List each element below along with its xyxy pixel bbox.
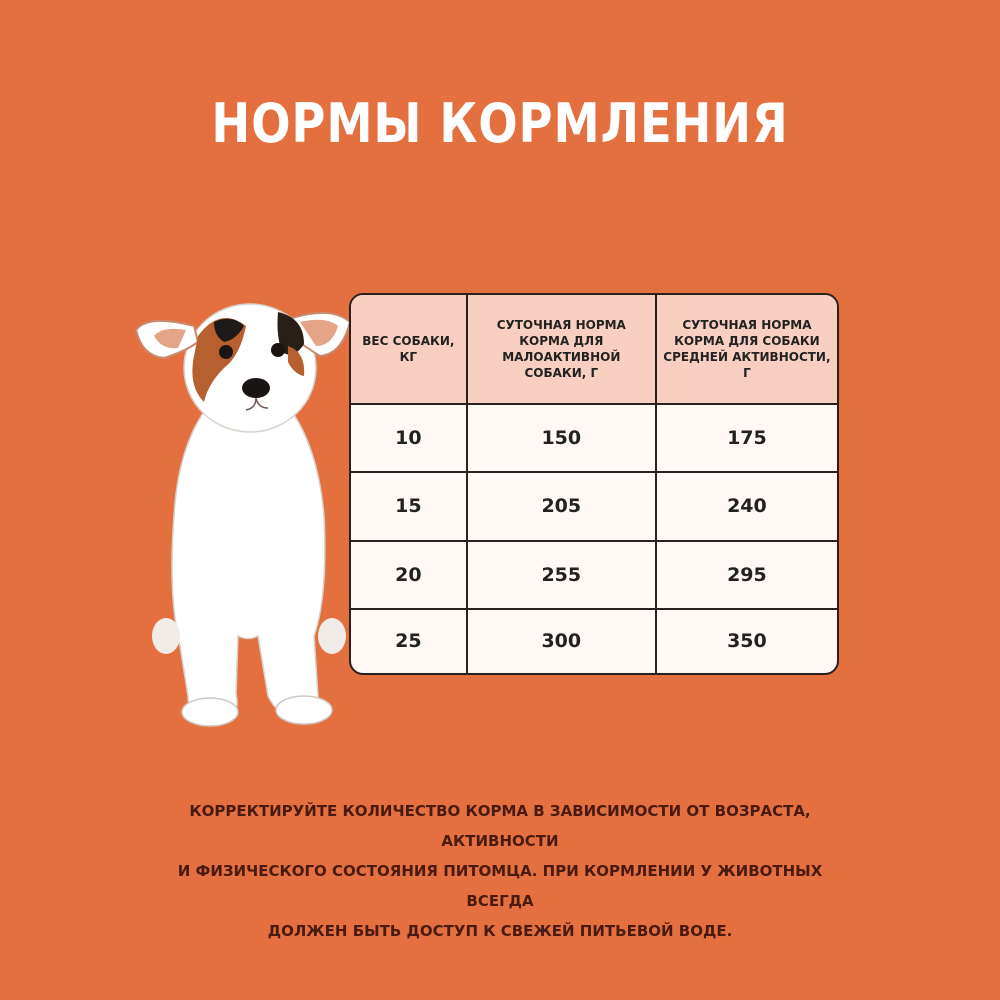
cell-weight: 25 [351, 610, 468, 673]
table-row [351, 405, 837, 473]
cell-medium-activity: 175 [657, 405, 837, 473]
feeding-note [150, 796, 850, 946]
cell-weight: 15 [351, 473, 468, 541]
cell-low-activity: 255 [468, 542, 657, 610]
table-header-row [351, 295, 837, 405]
header-low-activity: СУТОЧНАЯ НОРМА КОРМА ДЛЯ МАЛОАКТИВНОЙ СОБАКИ, Г [468, 295, 657, 405]
header-medium-activity: СУТОЧНАЯ НОРМА КОРМА ДЛЯ СОБАКИ СРЕДНЕЙ АКТИВНОСТИ, Г [657, 295, 837, 405]
table-row [351, 610, 837, 673]
cell-medium-activity: 350 [727, 630, 767, 653]
table-row [351, 542, 837, 610]
dog-photo [128, 296, 360, 736]
cell-low-activity: 205 [468, 473, 657, 541]
cell-medium-activity: 295 [657, 542, 837, 610]
cell-low-activity: 300 [468, 610, 657, 673]
cell-medium-activity: 240 [657, 473, 837, 541]
note-line: И ФИЗИЧЕСКОГО СОСТОЯНИЯ ПИТОМЦА. ПРИ КОРМЛЕНИИ У ЖИВОТНЫХ ВСЕГДА [177, 862, 823, 910]
cell-weight: 20 [351, 542, 468, 610]
header-weight: ВЕС СОБАКИ, КГ [351, 295, 468, 405]
feeding-table [349, 293, 839, 675]
cell-low-activity: 150 [468, 405, 657, 473]
note-line: ДОЛЖЕН БЫТЬ ДОСТУП К СВЕЖЕЙ ПИТЬЕВОЙ ВОДЕ. [267, 922, 733, 940]
table-row [351, 473, 837, 541]
cell-weight: 10 [351, 405, 468, 473]
page-title: НОРМЫ КОРМЛЕНИЯ [211, 92, 789, 155]
note-line: КОРРЕКТИРУЙТЕ КОЛИЧЕСТВО КОРМА В ЗАВИСИМОСТИ ОТ ВОЗРАСТА, АКТИВНОСТИ [189, 802, 811, 850]
